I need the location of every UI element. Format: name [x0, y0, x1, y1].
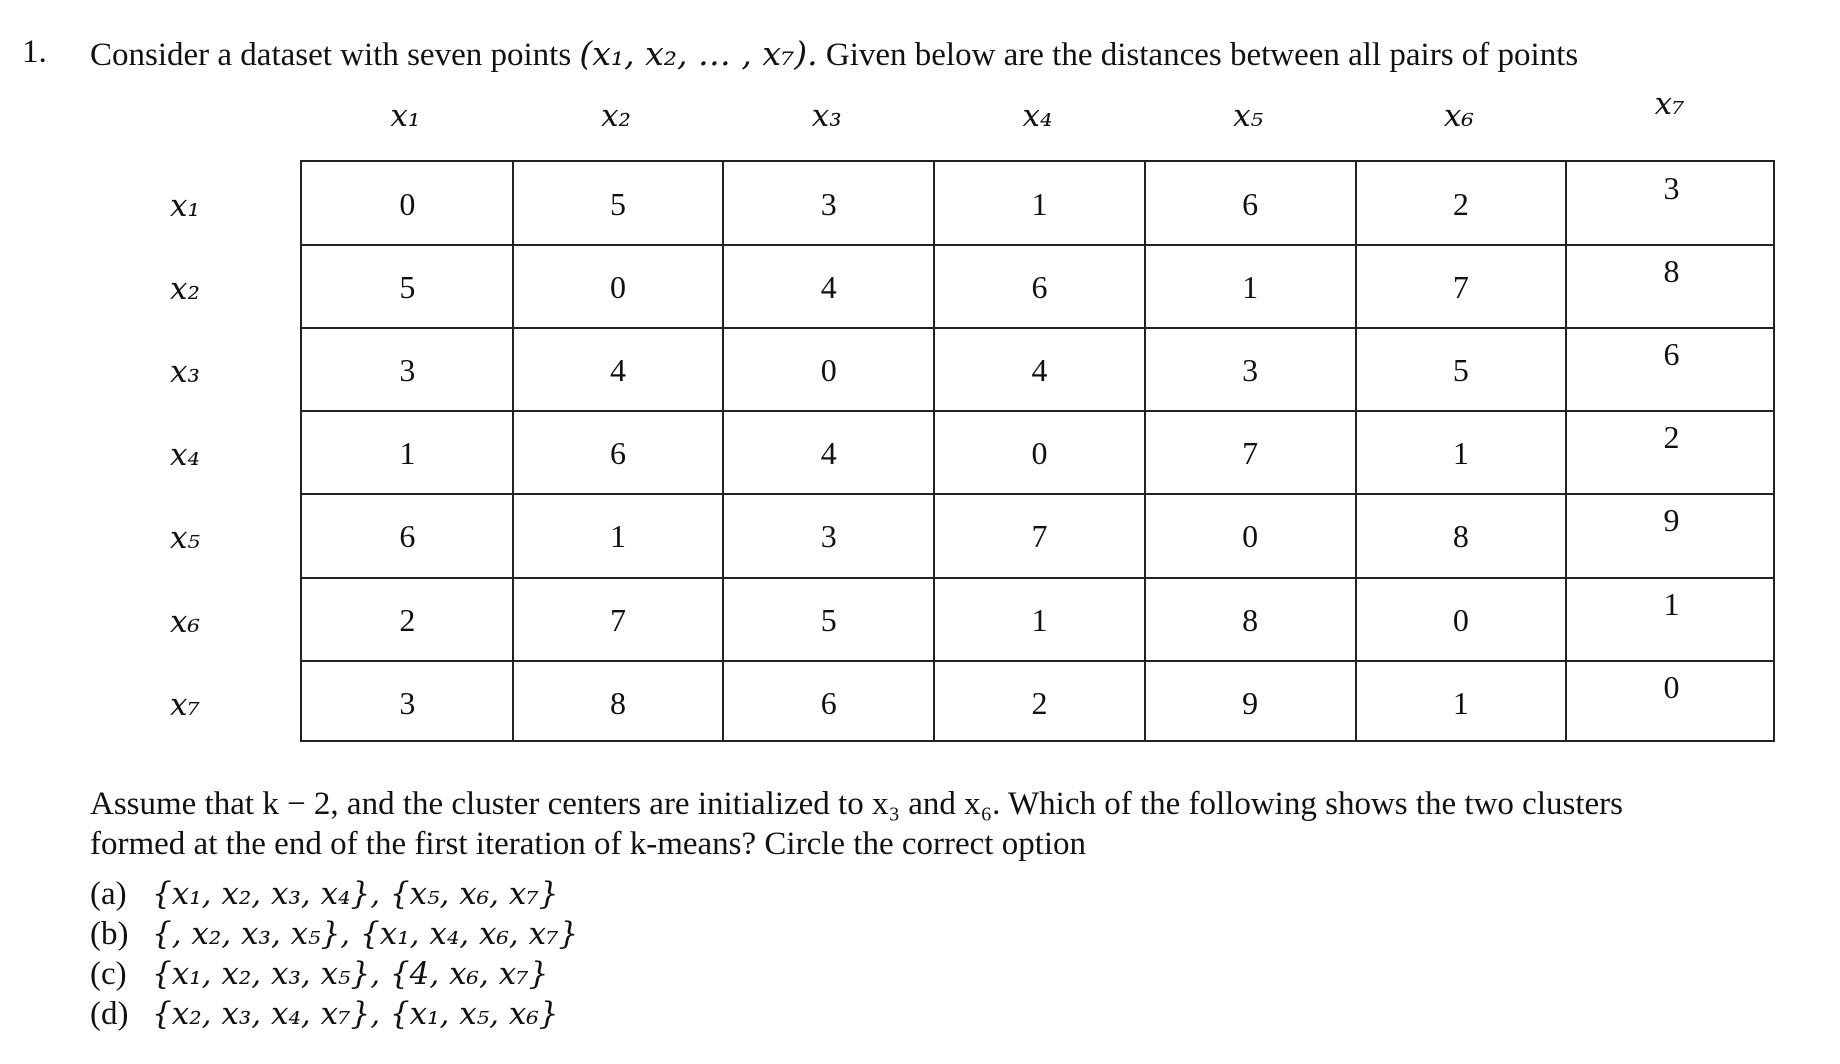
row-header: x₄ [170, 437, 200, 474]
question-number: 1. [22, 34, 47, 70]
matrix-cell: 6 [1663, 336, 1680, 373]
question-intro-rest: Given below are the distances between all pairs of points [825, 37, 1579, 73]
grid-column-divider [1355, 162, 1357, 740]
matrix-cell: 1 [399, 435, 416, 472]
option-label: (c) [90, 956, 127, 992]
matrix-cell: 1 [1031, 186, 1048, 222]
matrix-cell: 2 [1663, 419, 1680, 456]
matrix-cell: 1 [610, 518, 627, 555]
grid-row-divider [302, 660, 1773, 662]
matrix-cell: 0 [820, 352, 837, 389]
grid-row-divider [302, 493, 1773, 495]
row-header: x₂ [170, 271, 200, 308]
row-header: x₅ [170, 520, 200, 557]
question-intro: Consider a dataset with seven points [90, 37, 572, 73]
answer-option[interactable] [90, 876, 559, 913]
matrix-cell: 3 [399, 684, 416, 721]
grid-row-divider [302, 577, 1773, 579]
matrix-cell: 5 [1452, 352, 1469, 389]
column-header: x₆ [1443, 98, 1474, 134]
matrix-cell: 3 [1242, 352, 1259, 389]
grid-row-divider [302, 327, 1773, 329]
matrix-cell: 2 [1031, 684, 1048, 721]
grid-column-divider [722, 162, 724, 740]
matrix-cell: 0 [610, 269, 627, 306]
matrix-cell: 6 [1242, 186, 1259, 222]
matrix-cell: 7 [1242, 435, 1259, 472]
matrix-cell: 8 [610, 684, 627, 721]
question-text [90, 34, 1578, 74]
matrix-cell: 5 [610, 186, 627, 222]
matrix-cell: 7 [1452, 269, 1469, 306]
column-header: x₄ [1022, 98, 1053, 134]
option-text: {, x₂, x₃, x₅}, {x₁, x₄, x₆, x₇} [152, 916, 579, 952]
matrix-cell: 2 [1452, 186, 1469, 222]
matrix-cell: 9 [1242, 684, 1259, 721]
option-text: {x₂, x₃, x₄, x₇}, {x₁, x₅, x₆} [152, 996, 559, 1032]
matrix-cell: 1 [1031, 601, 1048, 638]
matrix-cell: 6 [1031, 269, 1048, 306]
row-header: x₇ [170, 686, 200, 723]
matrix-cell: 4 [1031, 352, 1048, 389]
matrix-cell: 5 [399, 269, 416, 306]
matrix-cell: 8 [1452, 518, 1469, 555]
prompt-line-1: Assume that k − 2, and the cluster centers are initialized to x₃ and x₆. Which of the following shows the two clusters [90, 786, 1623, 822]
option-label: (b) [90, 916, 129, 952]
grid-column-divider [933, 162, 935, 740]
matrix-cell: 8 [1663, 253, 1680, 290]
matrix-cell: 1 [1663, 585, 1680, 622]
option-label: (d) [90, 996, 129, 1032]
answer-option[interactable] [90, 996, 559, 1033]
prompt-line-2: formed at the end of the first iteration of k-means? Circle the correct option [90, 826, 1087, 862]
option-text: {x₁, x₂, x₃, x₄}, {x₅, x₆, x₇} [152, 876, 559, 912]
matrix-cell: 0 [399, 186, 416, 222]
matrix-cell: 4 [820, 435, 837, 472]
column-header: x₃ [811, 98, 842, 134]
matrix-cell: 4 [820, 269, 837, 306]
matrix-cell: 1 [1452, 435, 1469, 472]
points-tuple: (x₁, x₂, … , x₇). [579, 34, 818, 73]
matrix-cell: 5 [820, 601, 837, 638]
column-header: x₇ [1654, 86, 1685, 122]
matrix-cell: 0 [1242, 518, 1259, 555]
option-label: (a) [90, 876, 127, 912]
grid-column-divider [1565, 162, 1567, 740]
matrix-cell: 9 [1663, 502, 1680, 539]
grid-row-divider [302, 244, 1773, 246]
answer-option[interactable] [90, 956, 548, 993]
matrix-cell: 3 [820, 518, 837, 555]
matrix-cell: 0 [1663, 668, 1680, 705]
distance-matrix [300, 160, 1775, 742]
matrix-cell: 4 [610, 352, 627, 389]
column-header: x₁ [390, 98, 421, 134]
column-header: x₅ [1233, 98, 1264, 134]
matrix-cell: 3 [820, 186, 837, 222]
matrix-cell: 7 [1031, 518, 1048, 555]
matrix-cell: 6 [399, 518, 416, 555]
grid-row-divider [302, 410, 1773, 412]
matrix-cell: 1 [1452, 684, 1469, 721]
matrix-cell: 3 [399, 352, 416, 389]
matrix-cell: 3 [1663, 170, 1680, 206]
matrix-cell: 7 [610, 601, 627, 638]
matrix-cell: 2 [399, 601, 416, 638]
matrix-cell: 0 [1031, 435, 1048, 472]
answer-option[interactable] [90, 916, 578, 953]
matrix-cell: 1 [1242, 269, 1259, 306]
matrix-cell: 8 [1242, 601, 1259, 638]
grid-column-divider [512, 162, 514, 740]
row-header: x₃ [170, 354, 200, 391]
grid-column-divider [1144, 162, 1146, 740]
column-header: x₂ [601, 98, 631, 134]
row-header: x₁ [170, 188, 200, 224]
option-text: {x₁, x₂, x₃, x₅}, {4, x₆, x₇} [152, 956, 549, 992]
row-header: x₆ [170, 603, 200, 640]
matrix-cell: 6 [610, 435, 627, 472]
matrix-cell: 6 [820, 684, 837, 721]
matrix-cell: 0 [1452, 601, 1469, 638]
